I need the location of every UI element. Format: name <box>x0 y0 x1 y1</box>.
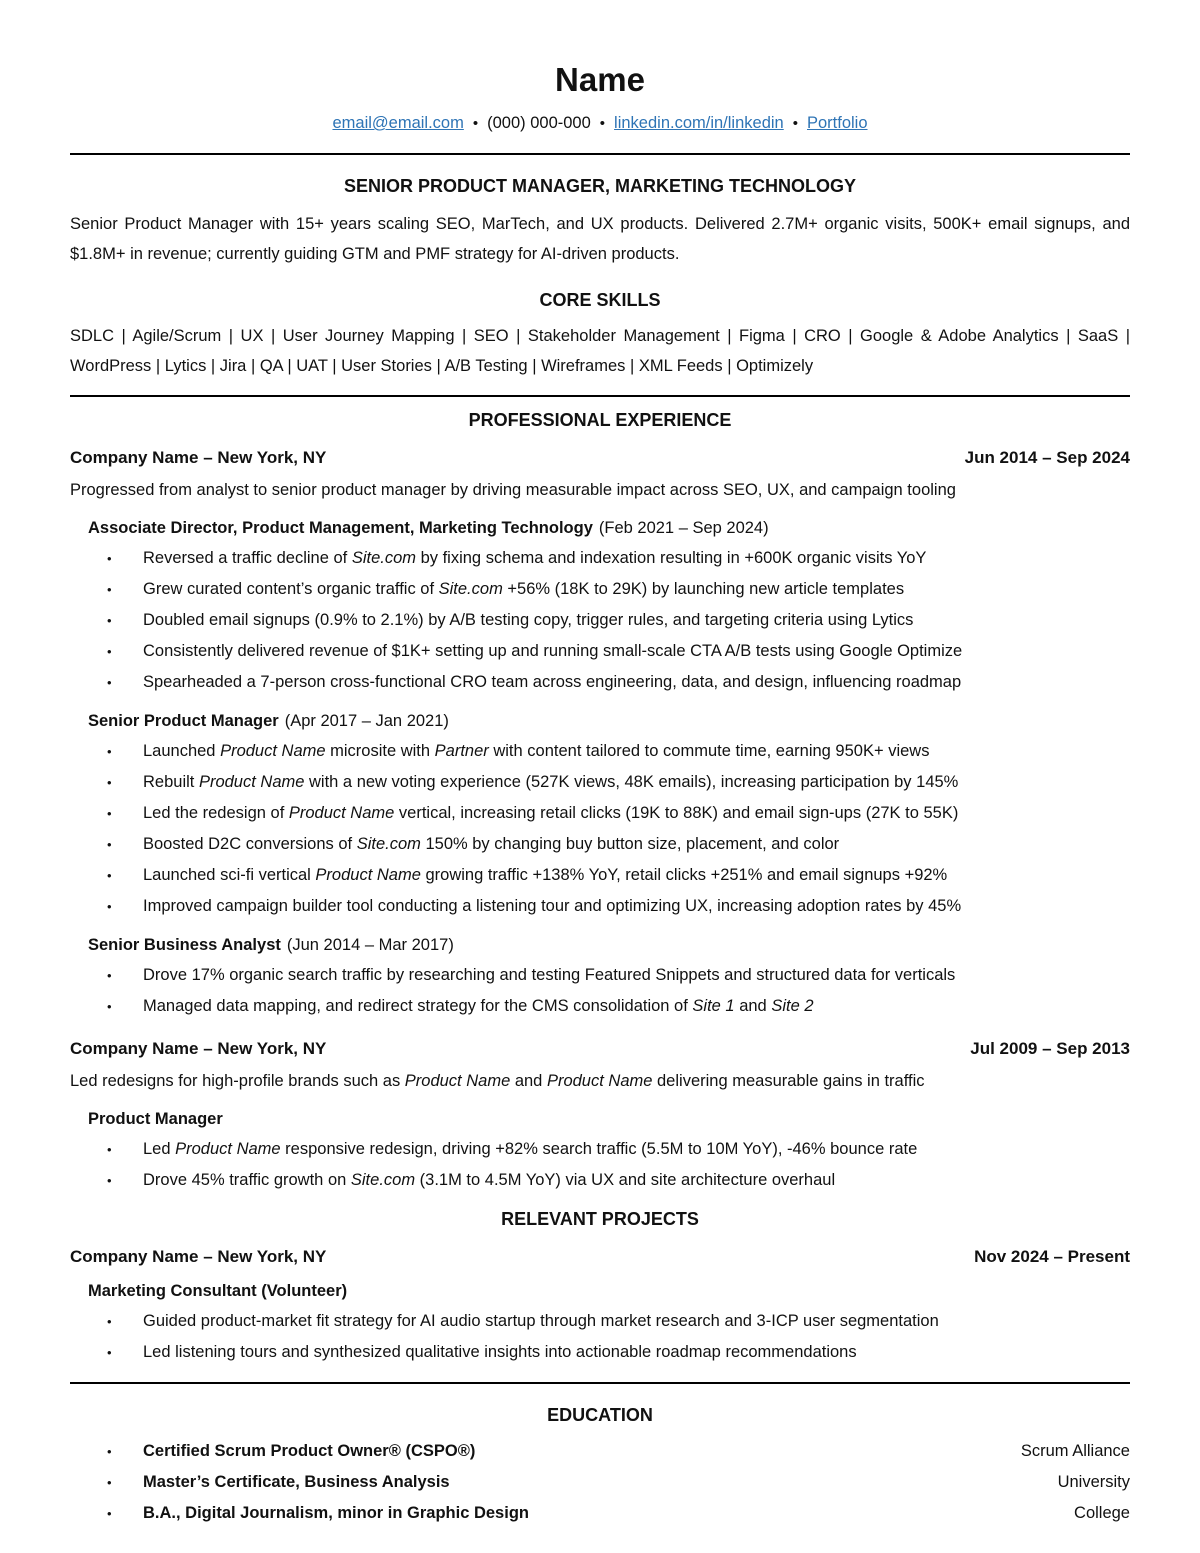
bullet-text: Launched Product Name microsite with Partner with content tailored to commute time, earning 950K+ views <box>143 742 930 760</box>
bullet-marker: • <box>107 551 112 566</box>
bullet-marker: • <box>107 1142 112 1157</box>
candidate-name: Name <box>555 61 645 98</box>
bullet-text: Spearheaded a 7-person cross-functional CRO team across engineering, data, and design, influencing roadmap <box>143 673 962 691</box>
contact-separator: • <box>472 115 479 132</box>
bullet-list <box>70 1306 1130 1368</box>
bullet-marker: • <box>107 613 112 628</box>
bullet-item <box>70 1337 1130 1368</box>
company-header <box>70 1038 1130 1060</box>
degree-name: Master’s Certificate, Business Analysis <box>143 1473 450 1491</box>
bullet-text: Rebuilt Product Name with a new voting experience (527K views, 48K emails), increasing participation by 145% <box>143 773 959 791</box>
contact-separator: • <box>792 115 798 132</box>
role-dates: (Feb 2021 – Sep 2024) <box>598 519 769 537</box>
bullet-list <box>70 736 1130 922</box>
bullet-marker: • <box>107 999 112 1014</box>
degree-name: B.A., Digital Journalism, minor in Graphic Design <box>143 1504 529 1522</box>
role-title: Senior Business Analyst <box>88 936 281 954</box>
bullet-item <box>70 829 1130 860</box>
email-link[interactable]: email@email.com <box>332 114 464 132</box>
role-dates: (Apr 2017 – Jan 2021) <box>284 712 449 730</box>
role-heading <box>88 710 1130 732</box>
bullet-text: Doubled email signups (0.9% to 2.1%) by A/B testing copy, trigger rules, and targeting criteria using Lytics <box>143 611 914 629</box>
bullet-list <box>70 960 1130 1022</box>
company-header <box>70 1246 1130 1268</box>
bullet-item <box>70 667 1130 698</box>
bullet-marker: • <box>107 806 112 821</box>
summary-paragraph: Senior Product Manager with 15+ years scaling SEO, MarTech, and UX products. Delivered 2.7M+ organic visits, 500K+ email signups, and $1.8M+ in revenue; currently guiding GTM and PMF strategy for AI-driven products. <box>70 215 1130 263</box>
header-divider <box>70 153 1130 155</box>
bullet-text: Led listening tours and synthesized qualitative insights into actionable roadmap recommendations <box>143 1343 857 1361</box>
headline-title: SENIOR PRODUCT MANAGER, MARKETING TECHNOLOGY <box>343 176 856 196</box>
role-heading <box>88 517 1130 539</box>
bullet-text: Boosted D2C conversions of Site.com 150% by changing buy button size, placement, and color <box>143 835 840 853</box>
bullet-item <box>70 860 1130 891</box>
linkedin-link[interactable]: linkedin.com/in/linkedin <box>614 114 784 132</box>
bullet-marker: • <box>107 1475 112 1490</box>
bullet-list <box>70 1134 1130 1196</box>
contact-line <box>70 108 1130 139</box>
institution-name: University <box>1057 1473 1130 1491</box>
bullet-marker: • <box>107 1314 112 1329</box>
company-dates: Jun 2014 – Sep 2024 <box>964 448 1130 467</box>
role-title: Senior Product Manager <box>88 712 279 730</box>
bullet-item <box>70 736 1130 767</box>
role-heading <box>88 1280 1130 1302</box>
role-heading <box>88 934 1130 956</box>
bullet-marker: • <box>107 899 112 914</box>
contact-separator: • <box>599 115 606 132</box>
bullet-item <box>70 991 1130 1022</box>
bullet-item <box>70 960 1130 991</box>
bullet-text: Drove 17% organic search traffic by researching and testing Featured Snippets and structured data for verticals <box>143 966 956 984</box>
bullet-item <box>70 798 1130 829</box>
education-list <box>70 1436 1130 1529</box>
company-name: Company Name – New York, NY <box>70 1039 327 1058</box>
bullet-text: Consistently delivered revenue of $1K+ setting up and running small-scale CTA A/B tests using Google Optimize <box>143 642 963 660</box>
institution-name: Scrum Alliance <box>1020 1442 1130 1460</box>
bullet-marker: • <box>107 1345 112 1360</box>
bullet-marker: • <box>107 582 112 597</box>
company-name: Company Name – New York, NY <box>70 1247 327 1266</box>
experience-heading: PROFESSIONAL EXPERIENCE <box>468 410 732 430</box>
projects-heading: RELEVANT PROJECTS <box>501 1209 699 1229</box>
bullet-text: Guided product-market fit strategy for AI audio startup through market research and 3-ICP user segmentation <box>143 1312 939 1330</box>
bullet-marker: • <box>107 868 112 883</box>
education-item <box>70 1467 1130 1498</box>
education-item <box>70 1498 1130 1529</box>
skills-list: SDLC | Agile/Scrum | UX | User Journey Mapping | SEO | Stakeholder Management | Figma | CRO | Google & Adobe Analytics | SaaS | WordPress | Lytics | Jira | QA | UAT | User Stories | A/B Testing | Wireframes | XML Feeds | Optimizely <box>70 327 1130 375</box>
bullet-item <box>70 574 1130 605</box>
role-heading <box>88 1108 1130 1130</box>
bullet-marker: • <box>107 644 112 659</box>
bullet-marker: • <box>107 675 112 690</box>
role-title: Marketing Consultant (Volunteer) <box>88 1282 348 1300</box>
bullet-marker: • <box>107 1444 112 1459</box>
bullet-text: Drove 45% traffic growth on Site.com (3.1M to 4.5M YoY) via UX and site architecture overhaul <box>143 1171 836 1189</box>
company-header <box>70 447 1130 469</box>
skills-divider <box>70 395 1130 397</box>
bullet-marker: • <box>107 968 112 983</box>
bullet-item <box>70 767 1130 798</box>
role-title: Associate Director, Product Management, Marketing Technology <box>88 519 593 537</box>
bullet-text: Led the redesign of Product Name vertical, increasing retail clicks (19K to 88K) and email sign-ups (27K to 55K) <box>143 804 959 822</box>
education-heading: EDUCATION <box>547 1405 653 1425</box>
institution-name: College <box>1074 1504 1130 1522</box>
bullet-item <box>70 1306 1130 1337</box>
bullet-item <box>70 636 1130 667</box>
phone-number: (000) 000-000 <box>487 114 591 132</box>
degree-name: Certified Scrum Product Owner® (CSPO®) <box>143 1442 476 1460</box>
bullet-marker: • <box>107 775 112 790</box>
bullet-list <box>70 543 1130 698</box>
bullet-text: Improved campaign builder tool conducting a listening tour and optimizing UX, increasing adoption rates by 45% <box>143 897 962 915</box>
bullet-marker: • <box>107 744 112 759</box>
bullet-marker: • <box>107 1173 112 1188</box>
role-dates: (Jun 2014 – Mar 2017) <box>286 936 454 954</box>
company-summary: Progressed from analyst to senior product manager by driving measurable impact across SEO, UX, and campaign tooling <box>70 481 956 499</box>
bullet-text: Reversed a traffic decline of Site.com by fixing schema and indexation resulting in +600K organic visits YoY <box>143 549 927 567</box>
bullet-marker: • <box>107 837 112 852</box>
bullet-item <box>70 605 1130 636</box>
company-dates: Nov 2024 – Present <box>974 1247 1130 1266</box>
projects-divider <box>70 1382 1130 1384</box>
education-item <box>70 1436 1130 1467</box>
portfolio-link[interactable]: Portfolio <box>807 114 868 132</box>
core-skills-heading: CORE SKILLS <box>539 290 661 310</box>
company-dates: Jul 2009 – Sep 2013 <box>970 1039 1130 1058</box>
company-summary: Led redesigns for high-profile brands such as Product Name and Product Name delivering measurable gains in traffic <box>70 1072 925 1090</box>
bullet-item <box>70 1165 1130 1196</box>
bullet-marker: • <box>107 1506 112 1521</box>
bullet-text: Led Product Name responsive redesign, driving +82% search traffic (5.5M to 10M YoY), -46% bounce rate <box>143 1140 918 1158</box>
company-name: Company Name – New York, NY <box>70 448 327 467</box>
bullet-item <box>70 1134 1130 1165</box>
bullet-text: Managed data mapping, and redirect strategy for the CMS consolidation of Site 1 and Site 2 <box>143 997 814 1015</box>
role-title: Product Manager <box>88 1110 223 1128</box>
bullet-item <box>70 891 1130 922</box>
bullet-text: Grew curated content’s organic traffic of Site.com +56% (18K to 29K) by launching new article templates <box>143 580 905 598</box>
bullet-text: Launched sci-fi vertical Product Name growing traffic +138% YoY, retail clicks +251% and email signups +92% <box>143 866 948 884</box>
bullet-item <box>70 543 1130 574</box>
